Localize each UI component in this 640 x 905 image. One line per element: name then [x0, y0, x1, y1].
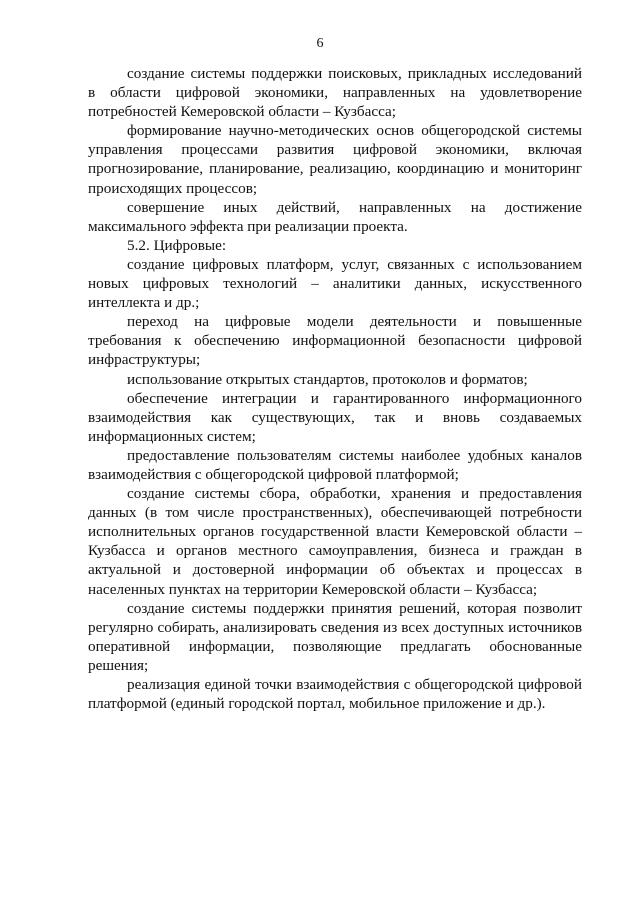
- paragraph-integration: обеспечение интеграции и гарантированного информационного взаимодействия как существующих, так и вновь создаваемых информационных систем;: [88, 389, 582, 445]
- paragraph-single-access-point: реализация единой точки взаимодействия с общегородской цифровой платформой (единый городской портал, мобильное приложение и др.).: [88, 676, 582, 713]
- paragraph-research-support: создание системы поддержки поисковых, прикладных исследований в области цифровой экономики, направленных на удовлетворение потребностей Кемеровской области – Кузбасса;: [88, 65, 582, 121]
- paragraph-open-standards: использование открытых стандартов, протоколов и форматов;: [127, 370, 528, 388]
- paragraph-user-channels: предоставление пользователям системы наиболее удобных каналов взаимодействия с общегородской цифровой платформой;: [88, 446, 582, 483]
- page-number: 6: [316, 36, 324, 51]
- paragraph-digital-models: переход на цифровые модели деятельности и повышенные требования к обеспечению информационной безопасности цифровой инфраструктуры;: [88, 313, 582, 369]
- paragraph-data-system: создание системы сбора, обработки, хранения и предоставления данных (в том числе пространственных), обеспечивающей потребности исполнительных органов государственной власти Кемеровской области – Кузбасса и органов местного самоуправления, бизнеса и граждан в актуальной и достоверной информации об объектах и процессах в населенных пунктах на территории Кемеровской области – Кузбасса;: [88, 485, 582, 598]
- document-body: [88, 64, 582, 713]
- paragraph-decision-support: создание системы поддержки принятия решений, которая позволит регулярно собирать, анализировать сведения из всех доступных источников оперативной информации, позволяющие предлагать обоснованные решения;: [88, 599, 582, 674]
- section-heading-digital: 5.2. Цифровые:: [127, 236, 227, 254]
- paragraph-methodology: формирование научно-методических основ общегородской системы управления процессами развития цифровой экономики, включая прогнозирование, планирование, реализацию, координацию и мониторинг происходящих процессов;: [88, 122, 582, 197]
- paragraph-digital-platforms: создание цифровых платформ, услуг, связанных с использованием новых цифровых технологий – аналитики данных, искусственного интеллекта и др.;: [88, 255, 582, 312]
- paragraph-other-actions: совершение иных действий, направленных на достижение максимального эффекта при реализации проекта.: [88, 198, 582, 235]
